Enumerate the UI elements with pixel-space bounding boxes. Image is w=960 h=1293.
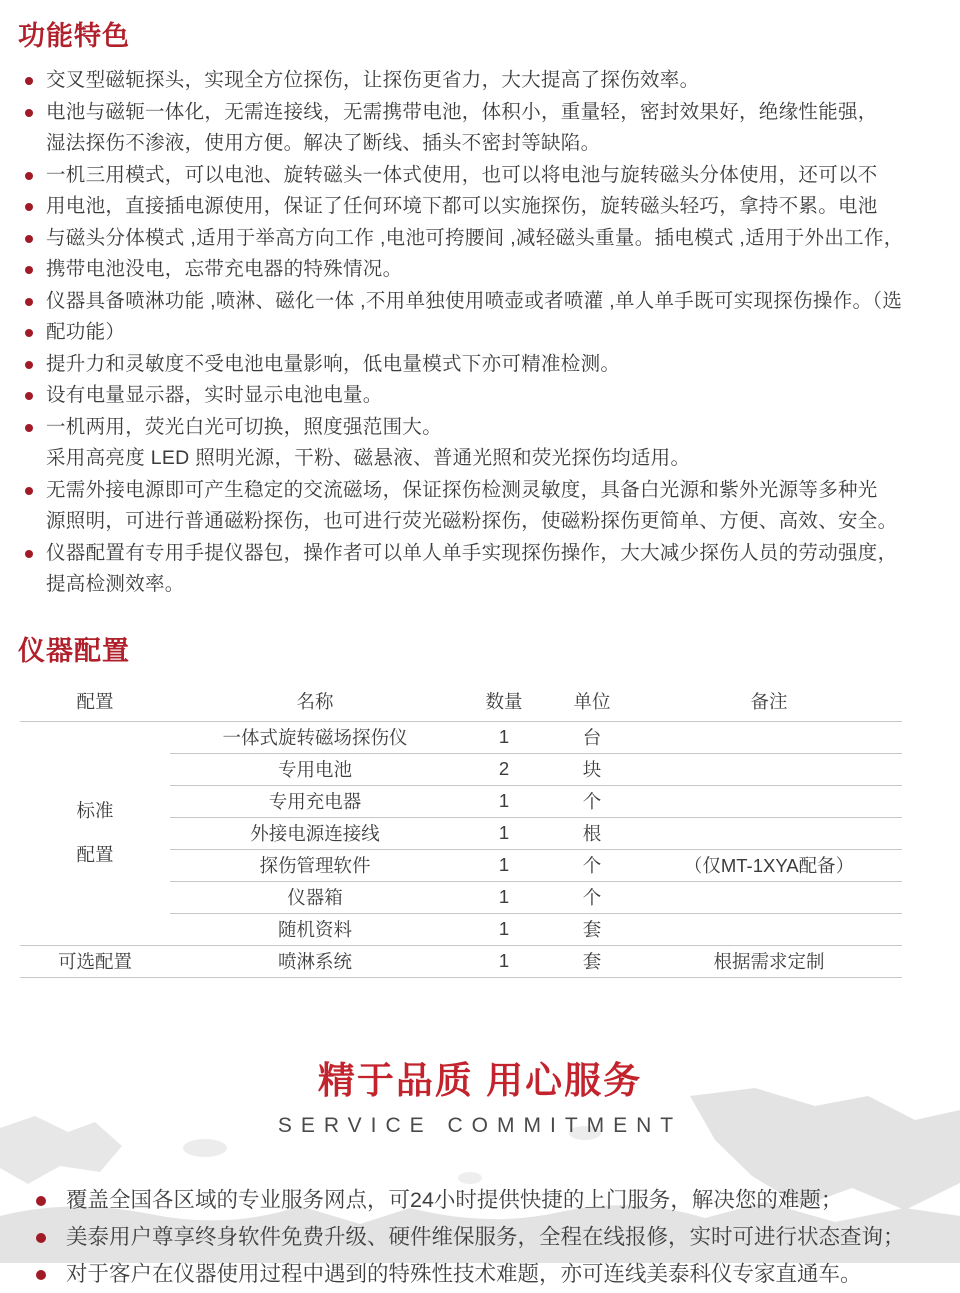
feature-line: 交叉型磁轭探头，实现全方位探伤，让探伤更省力，大大提高了探伤效率。	[0, 65, 960, 97]
bullet-icon	[25, 424, 33, 432]
feature-line: 采用高亮度 LED 照明光源，干粉、磁悬液、普通光照和荧光探伤均适用。	[46, 447, 691, 469]
item-qty: 1	[460, 946, 548, 978]
service-item: 对于客户在仪器使用过程中遇到的特殊性技术难题，亦可连线美泰科仪专家直通车。	[0, 1256, 960, 1293]
service-item: 美泰用户尊享终身软件免费升级、硬件维保服务，全程在线报修，实时可进行状态查询；	[0, 1219, 960, 1256]
item-name: 一体式旋转磁场探伤仪	[170, 722, 460, 754]
config-section-title: 仪器配置	[18, 635, 130, 666]
feature-line: 携带电池没电，忘带充电器的特殊情况。	[0, 254, 960, 286]
feature-line: 提升力和灵敏度不受电池电量影响，低电量模式下亦可精准检测。	[0, 349, 960, 381]
bullet-icon	[25, 109, 33, 117]
item-note	[636, 882, 902, 914]
bullet-icon	[25, 266, 33, 274]
table-header-unit: 单位	[548, 682, 636, 722]
feature-line: 仪器具备喷淋功能 ,喷淋、磁化一体 ,不用单独使用喷壶或者喷灌 ,单人单手既可实现探伤操作。（选	[0, 286, 960, 318]
service-list	[0, 1182, 960, 1293]
feature-line: 仪器配置有专用手提仪器包，操作者可以单人单手实现探伤操作，大大减少探伤人员的劳动强度，	[0, 538, 960, 570]
item-qty: 1	[460, 818, 548, 850]
item-name: 探伤管理软件	[170, 850, 460, 882]
item-qty: 1	[460, 882, 548, 914]
feature-line: 配功能）	[0, 317, 960, 349]
bullet-icon	[25, 487, 33, 495]
item-qty: 2	[460, 754, 548, 786]
item-name: 外接电源连接线	[170, 818, 460, 850]
feature-line: 一机三用模式，可以电池、旋转磁头一体式使用，也可以将电池与旋转磁头分体使用，还可以不	[0, 160, 960, 192]
item-qty: 1	[460, 722, 548, 754]
feature-line: 电池与磁轭一体化，无需连接线，无需携带电池，体积小，重量轻，密封效果好，绝缘性能强，	[0, 97, 960, 129]
feature-line: 源照明，可进行普通磁粉探伤，也可进行荧光磁粉探伤，使磁粉探伤更简单、方便、高效、安全。	[46, 510, 898, 532]
features-section-title: 功能特色	[18, 21, 130, 51]
table-header-row	[20, 682, 902, 722]
item-unit: 个	[548, 882, 636, 914]
bullet-icon	[25, 235, 33, 243]
item-name: 喷淋系统	[170, 946, 460, 978]
feature-line: 提高检测效率。	[46, 573, 185, 595]
bullet-icon	[36, 1270, 46, 1280]
item-note: （仅MT-1XYA配备）	[636, 850, 902, 882]
table-header-config: 配置	[20, 682, 170, 722]
standard-config-group-label: 标准 配置	[20, 722, 170, 946]
item-name: 仪器箱	[170, 882, 460, 914]
service-commitment-subtitle: SERVICE COMMITMENT	[277, 1113, 683, 1137]
table-header-note: 备注	[636, 682, 902, 722]
feature-line: 一机两用，荧光白光可切换，照度强范围大。	[0, 412, 960, 444]
optional-config-group-label: 可选配置	[20, 946, 170, 978]
item-qty: 1	[460, 786, 548, 818]
feature-line: 无需外接电源即可产生稳定的交流磁场，保证探伤检测灵敏度，具备白光源和紫外光源等多种光	[0, 475, 960, 507]
bullet-icon	[25, 392, 33, 400]
config-table	[20, 682, 902, 978]
feature-line: 与磁头分体模式 ,适用于举高方向工作 ,电池可挎腰间 ,减轻磁头重量。插电模式 ,适用于外出工作，	[0, 223, 960, 255]
table-header-name: 名称	[170, 682, 460, 722]
item-name: 专用电池	[170, 754, 460, 786]
item-unit: 块	[548, 754, 636, 786]
item-note	[636, 754, 902, 786]
item-qty: 1	[460, 914, 548, 946]
item-note	[636, 786, 902, 818]
table-row	[20, 946, 902, 978]
bullet-icon	[25, 203, 33, 211]
item-name: 专用充电器	[170, 786, 460, 818]
bullet-icon	[25, 329, 33, 337]
bullet-icon	[25, 550, 33, 558]
item-note: 根据需求定制	[636, 946, 902, 978]
service-item: 覆盖全国各区域的专业服务网点，可24小时提供快捷的上门服务，解决您的难题；	[0, 1182, 960, 1219]
item-unit: 根	[548, 818, 636, 850]
item-note	[636, 914, 902, 946]
feature-line: 设有电量显示器，实时显示电池电量。	[0, 380, 960, 412]
item-qty: 1	[460, 850, 548, 882]
bullet-icon	[36, 1233, 46, 1243]
table-header-qty: 数量	[460, 682, 548, 722]
item-unit: 套	[548, 914, 636, 946]
item-unit: 台	[548, 722, 636, 754]
bullet-icon	[25, 361, 33, 369]
item-name: 随机资料	[170, 914, 460, 946]
item-note	[636, 818, 902, 850]
item-unit: 个	[548, 786, 636, 818]
feature-line: 用电池，直接插电源使用，保证了任何环境下都可以实施探伤，旋转磁头轻巧，拿持不累。电池	[0, 191, 960, 223]
bullet-icon	[25, 172, 33, 180]
feature-line: 湿法探伤不渗液，使用方便。解决了断线、插头不密封等缺陷。	[46, 132, 601, 154]
item-unit: 套	[548, 946, 636, 978]
table-row	[20, 722, 902, 754]
service-commitment-title: 精于品质 用心服务	[317, 1059, 643, 1101]
item-note	[636, 722, 902, 754]
bullet-icon	[25, 298, 33, 306]
item-unit: 个	[548, 850, 636, 882]
feature-list	[0, 65, 960, 601]
bullet-icon	[36, 1196, 46, 1206]
bullet-icon	[25, 77, 33, 85]
